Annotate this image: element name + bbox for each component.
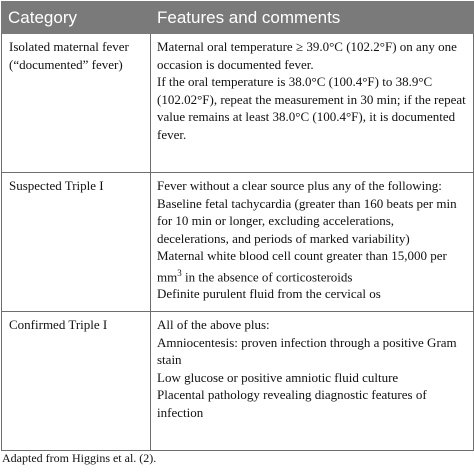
- superscript: 3: [177, 267, 182, 278]
- table-header-row: [2, 2, 474, 34]
- category-cell: [2, 173, 151, 312]
- table-row: [2, 34, 474, 173]
- feature-text: in the absence of corticosteroids: [184, 268, 353, 284]
- features-cell: [151, 312, 474, 451]
- category-label: Suspected Triple I: [9, 178, 104, 193]
- category-cell: [2, 312, 151, 451]
- feature-text: If the oral temperature is 38.0°C (100.4°F) to 38.9°C (102.02°F), repeat the measurement in 30 min; if the repeat value remains at least 38.0°C (100.4°F), it is documented fever.: [157, 74, 466, 142]
- table-footnote: Adapted from Higgins et al. (2).: [2, 451, 157, 465]
- feature-text-wbc: [157, 247, 467, 285]
- table-row: [2, 312, 474, 451]
- feature-text: Fever without a clear source plus any of the following:: [157, 178, 442, 193]
- feature-text: Maternal white blood cell count greater than 15,000 per mm: [157, 248, 447, 284]
- header-category: Category: [2, 2, 151, 34]
- category-label-note: (“documented” fever): [9, 56, 123, 72]
- feature-text: Baseline fetal tachycardia (greater than 160 beats per min for 10 min or longer, excluding accelerations, decelerations, and periods of marked variability): [157, 195, 457, 246]
- feature-text: Definite purulent fluid from the cervical os: [157, 286, 381, 302]
- header-features: Features and comments: [151, 2, 474, 34]
- feature-text: Amniocentesis: proven infection through a positive Gram stain: [157, 334, 457, 367]
- features-cell: [151, 173, 474, 312]
- feature-text: All of the above plus:: [157, 317, 270, 332]
- category-label: Confirmed Triple I: [9, 317, 108, 332]
- category-label: Isolated maternal fever: [9, 39, 129, 54]
- table-row: [2, 173, 474, 312]
- feature-text: Placental pathology revealing diagnostic features of infection: [157, 387, 427, 420]
- features-cell: [151, 34, 474, 173]
- feature-text: Maternal oral temperature ≥ 39.0°C (102.2°F) on any one occasion is documented fever.: [157, 39, 457, 72]
- criteria-table: [1, 1, 474, 451]
- category-cell: [2, 34, 151, 173]
- feature-text: Low glucose or positive amniotic fluid culture: [157, 369, 399, 385]
